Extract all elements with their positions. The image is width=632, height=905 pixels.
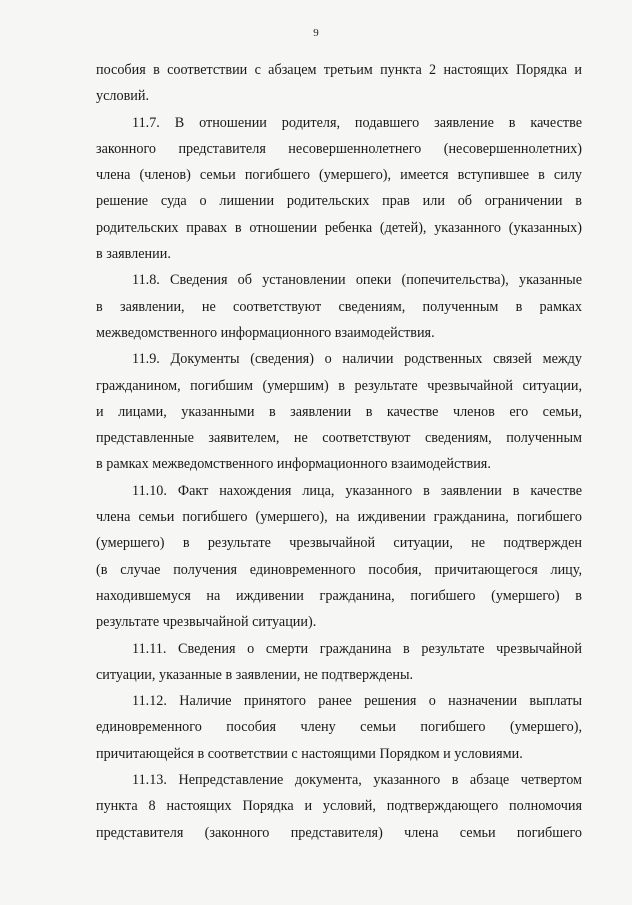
text-line: находившемуся на иждивении гражданина, погибшего (умершего) в: [96, 587, 582, 604]
text-line: единовременного пособия члену семьи погибшего (умершего),: [96, 719, 582, 736]
page-number: 9: [313, 27, 319, 39]
text-line: 11.12. Наличие принятого ранее решения о назначении выплаты: [132, 693, 582, 710]
text-line: в заявлении, не соответствуют сведениям, полученным в рамках: [96, 298, 582, 315]
paragraph-cont: [96, 57, 582, 110]
paragraph-11-10: [96, 478, 582, 636]
text-line: пункта 8 настоящих Порядка и условий, подтверждающего полномочия: [96, 798, 582, 815]
text-line: члена семьи погибшего (умершего), на иждивении гражданина, погибшего: [96, 509, 582, 526]
paragraph-11-11: [96, 636, 582, 689]
text-line: ситуации, указанные в заявлении, не подтверждены.: [96, 666, 414, 683]
document-body: [96, 57, 582, 846]
text-line: 11.11. Сведения о смерти гражданина в результате чрезвычайной: [132, 640, 582, 657]
text-line: 11.13. Непредставление документа, указанного в абзаце четвертом: [132, 772, 582, 789]
text-line: в заявлении.: [96, 246, 171, 263]
text-line: члена (членов) семьи погибшего (умершего), имеется вступившее в силу: [96, 167, 582, 184]
paragraph-11-9: [96, 346, 582, 477]
text-line: представленные заявителем, не соответствуют сведениям, полученным: [96, 430, 582, 447]
text-line: гражданином, погибшим (умершим) в результате чрезвычайной ситуации,: [96, 377, 582, 394]
text-line: родительских правах в отношении ребенка (детей), указанного (указанных): [96, 219, 582, 236]
text-line: (в случае получения единовременного пособия, причитающегося лицу,: [96, 561, 582, 578]
text-line: пособия в соответствии с абзацем третьим пункта 2 настоящих Порядка и: [96, 62, 582, 78]
text-line: результате чрезвычайной ситуации).: [96, 614, 317, 631]
paragraph-11-13: [96, 767, 582, 846]
text-line: в рамках межведомственного информационного взаимодействия.: [96, 456, 491, 473]
paragraph-11-7: [96, 110, 582, 268]
text-line: 11.8. Сведения об установлении опеки (попечительства), указанные: [132, 272, 582, 289]
text-line: межведомственного информационного взаимодействия.: [96, 324, 435, 341]
text-line: 11.10. Факт нахождения лица, указанного в заявлении в качестве: [132, 482, 582, 499]
paragraph-11-8: [96, 267, 582, 346]
text-line: условий.: [96, 88, 149, 105]
text-line: (умершего) в результате чрезвычайной ситуации, не подтвержден: [96, 535, 582, 552]
text-line: причитающейся в соответствии с настоящими Порядком и условиями.: [96, 745, 523, 762]
paragraph-11-12: [96, 688, 582, 767]
text-line: и лицами, указанными в заявлении в качестве членов его семьи,: [96, 403, 582, 420]
text-line: решение суда о лишении родительских прав или об ограничении в: [96, 193, 582, 210]
text-line: 11.9. Документы (сведения) о наличии родственных связей между: [132, 351, 582, 368]
text-line: законного представителя несовершеннолетнего (несовершеннолетних): [96, 140, 582, 157]
text-line: 11.7. В отношении родителя, подавшего заявление в качестве: [132, 114, 582, 131]
text-line: представителя (законного представителя) члена семьи погибшего: [96, 824, 582, 841]
